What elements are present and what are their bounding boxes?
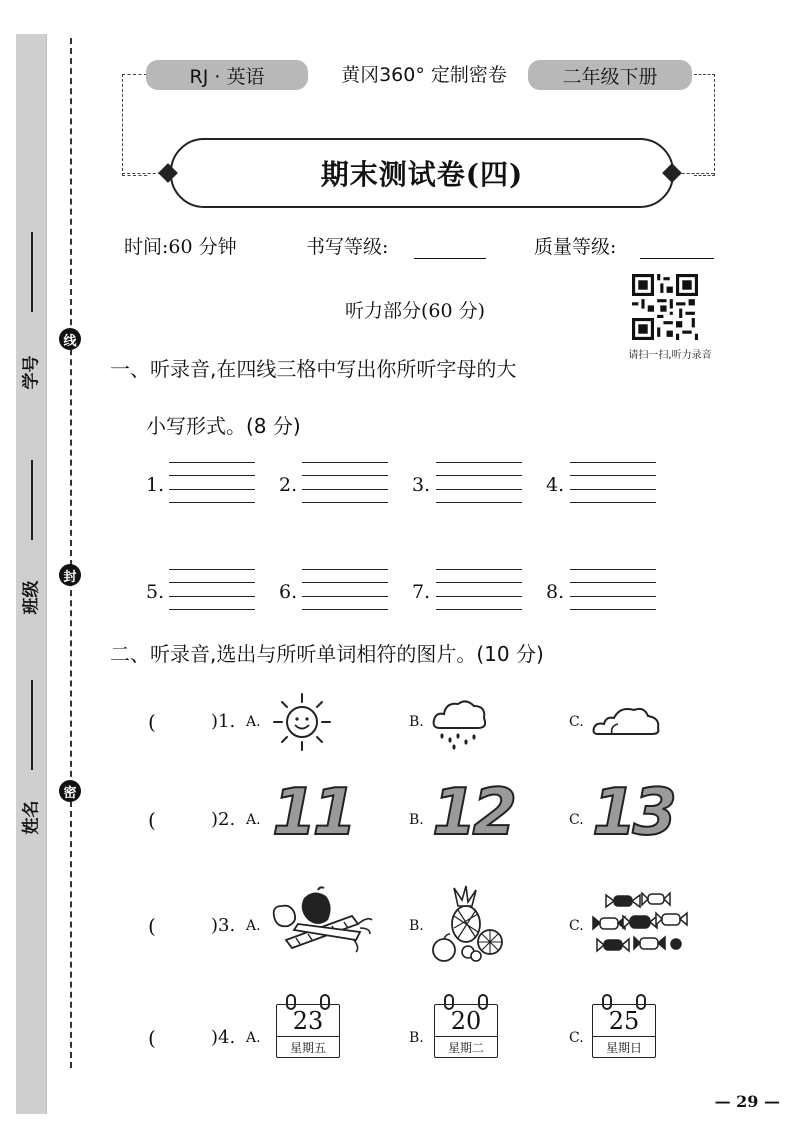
name-label: 姓名	[21, 800, 42, 835]
seal-feng: 封	[59, 564, 81, 586]
writing-grade-label: 书写等级:	[306, 236, 389, 258]
q1-item-6: 6.	[279, 581, 298, 603]
q1-title-line2: 小写形式。(8 分)	[146, 414, 301, 438]
q2-item-2-number: )2.	[211, 809, 236, 830]
option-c-label: C.	[569, 1030, 584, 1046]
header-bracket-right	[694, 74, 715, 176]
four-line-grid[interactable]	[302, 569, 388, 609]
calendar-icon[interactable]	[276, 994, 340, 1058]
four-line-grid[interactable]	[169, 569, 255, 609]
subject-pill: RJ · 英语	[146, 60, 308, 90]
class-label: 班级	[21, 580, 42, 615]
q1-item-7: 7.	[412, 581, 431, 603]
q2-item-3-number: )3.	[211, 915, 236, 936]
number-eleven[interactable]: 11	[272, 776, 354, 850]
calendar-weekday: 星期五	[289, 1041, 326, 1055]
q1-item-3: 3.	[412, 474, 431, 496]
four-line-grid[interactable]	[570, 462, 656, 502]
cloud-icon[interactable]	[592, 702, 662, 738]
candies-icon[interactable]	[590, 888, 690, 958]
number-thirteen[interactable]: 13	[592, 776, 674, 850]
option-a-label: A.	[246, 714, 261, 730]
option-c-label: C.	[569, 812, 584, 828]
calendar-date: 25	[608, 1007, 640, 1035]
calendar-icon[interactable]	[592, 994, 656, 1058]
option-b-label: B.	[409, 918, 424, 934]
q1-item-5: 5.	[146, 581, 165, 603]
rain-cloud-icon[interactable]	[430, 694, 490, 752]
option-c-label: C.	[569, 714, 584, 730]
qr-code-icon[interactable]	[632, 274, 698, 340]
quality-grade-label: 质量等级:	[534, 236, 617, 258]
seal-cut-line	[70, 38, 72, 1068]
q2-item-1-number: )1.	[211, 711, 236, 732]
exam-title: 期末测试卷(四)	[170, 138, 674, 208]
sun-icon[interactable]	[270, 690, 334, 754]
page-number: — 29 —	[714, 1092, 780, 1111]
answer-paren[interactable]: (	[148, 1026, 156, 1050]
answer-paren[interactable]: (	[148, 914, 156, 938]
listening-section-heading: 听力部分(60 分)	[344, 300, 486, 322]
four-line-grid[interactable]	[436, 462, 522, 502]
qr-caption: 请扫一扫,听力录音	[628, 350, 712, 361]
option-c-label: C.	[569, 918, 584, 934]
seal-mi: 密	[59, 780, 81, 802]
quality-grade-blank[interactable]	[640, 258, 714, 259]
calendar-icon[interactable]	[434, 994, 498, 1058]
option-b-label: B.	[409, 1030, 424, 1046]
q2-title: 二、听录音,选出与所听单词相符的图片。(10 分)	[110, 642, 544, 666]
answer-paren[interactable]: (	[148, 710, 156, 734]
calendar-date: 23	[292, 1007, 324, 1035]
option-a-label: A.	[246, 812, 261, 828]
option-b-label: B.	[409, 714, 424, 730]
option-a-label: A.	[246, 1030, 261, 1046]
fruits-icon[interactable]	[428, 884, 508, 964]
header-bracket-left	[122, 74, 147, 176]
q1-item-2: 2.	[279, 474, 298, 496]
name-line	[31, 680, 33, 770]
q2-item-4-number: )4.	[211, 1027, 236, 1048]
q1-item-8: 8.	[546, 581, 565, 603]
answer-paren[interactable]: (	[148, 808, 156, 832]
seal-xian: 线	[59, 328, 81, 350]
four-line-grid[interactable]	[570, 569, 656, 609]
four-line-grid[interactable]	[436, 569, 522, 609]
time-info: 时间:60 分钟	[124, 236, 237, 258]
vegetables-icon[interactable]	[268, 886, 374, 956]
option-a-label: A.	[246, 918, 261, 934]
student-id-line	[31, 232, 33, 312]
margin-strip	[16, 34, 47, 1114]
four-line-grid[interactable]	[302, 462, 388, 502]
four-line-grid[interactable]	[169, 462, 255, 502]
writing-grade-blank[interactable]	[414, 258, 486, 259]
q1-item-4: 4.	[546, 474, 565, 496]
q1-title-line1: 一、听录音,在四线三格中写出你所听字母的大	[110, 357, 517, 381]
grade-pill: 二年级下册	[528, 60, 692, 90]
option-b-label: B.	[409, 812, 424, 828]
class-line	[31, 460, 33, 540]
student-id-label: 学号	[21, 355, 42, 390]
q1-item-1: 1.	[146, 474, 165, 496]
calendar-date: 20	[450, 1007, 482, 1035]
number-twelve[interactable]: 12	[432, 776, 514, 850]
calendar-weekday: 星期二	[447, 1041, 484, 1055]
series-title: 黄冈360° 定制密卷	[341, 64, 507, 86]
calendar-weekday: 星期日	[605, 1041, 642, 1055]
